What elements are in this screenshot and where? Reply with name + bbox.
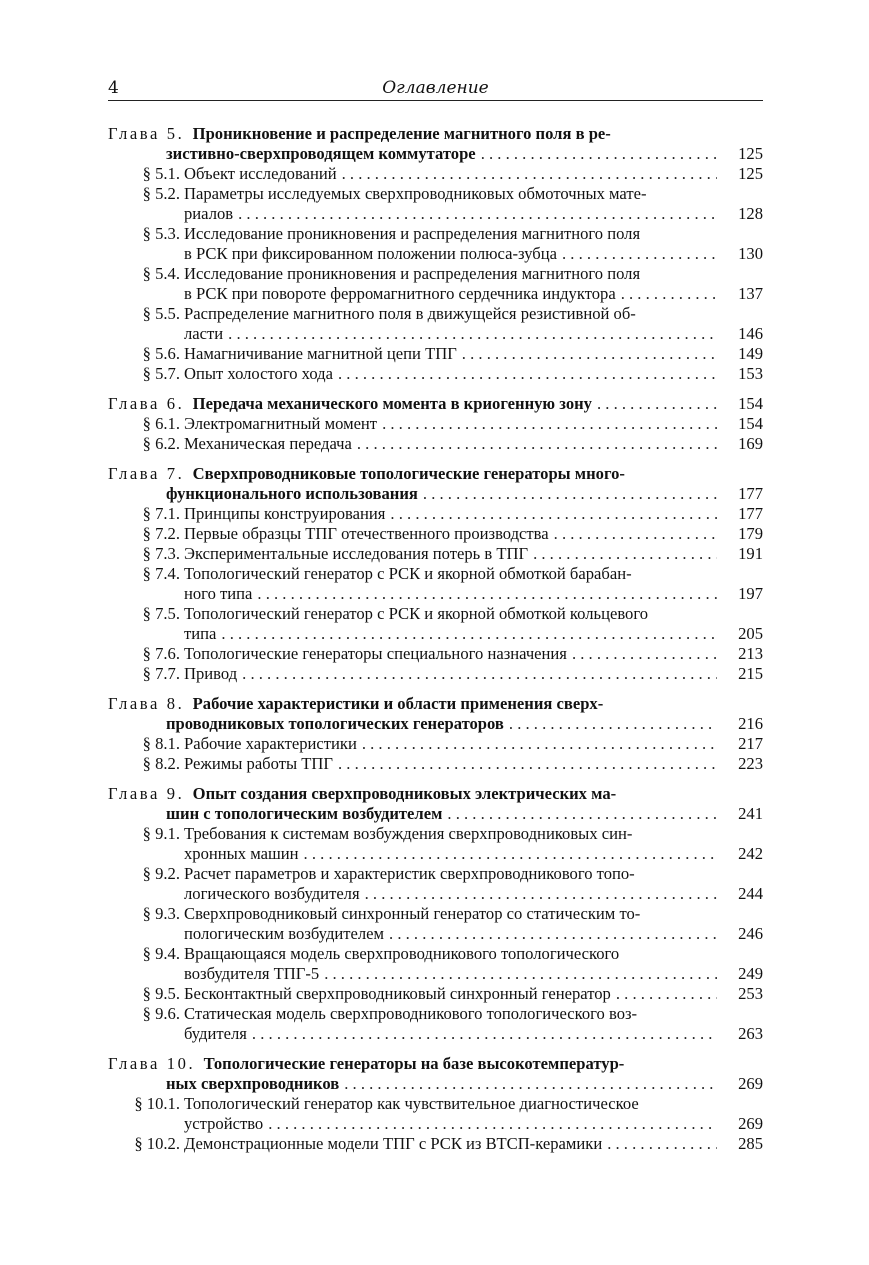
chapter-title: Рабочие характеристики и области применения сверх- [192,694,604,713]
section-title: Бесконтактный сверхпроводниковый синхронный генератор [184,984,611,1003]
section-entry [108,734,763,754]
dot-leader [476,144,717,164]
chapter-title: Сверхпроводниковые топологические генераторы много- [192,464,625,483]
section-title-lines [184,184,717,224]
dot-leader [457,344,717,364]
section-number: § 5.1. [142,164,180,183]
chapter-title: Топологические генераторы на базе высокотемператур- [203,1054,625,1073]
section-page-number: 149 [738,344,763,363]
section-title-lines [184,1004,717,1044]
section-title-line [184,844,717,864]
section-title: в РСК при фиксированном положении полюса-зубца [184,244,557,263]
section-title: Топологический генератор с РСК и якорной обмоткой барабан- [184,564,632,583]
section-number: § 9.4. [142,944,180,963]
section-title-line [184,264,717,284]
section-title-lines [184,864,717,904]
section-title: возбудителя ТПГ-5 [184,964,320,983]
chapter-title-lines [108,784,717,824]
section-title: Режимы работы ТПГ [184,754,333,773]
dot-leader [616,284,717,304]
section-number: § 5.2. [142,184,180,203]
dot-leader [247,1024,717,1044]
section-title: Вращающаяся модель сверхпроводникового топологического [184,944,620,963]
section-entry [108,544,763,564]
section-entry [108,944,763,984]
dot-leader [549,524,717,544]
chapter-title-line [108,484,717,504]
section-page-number: 154 [738,414,763,433]
section-page-number: 130 [738,244,763,263]
section-title-lines [184,524,717,544]
section-number: § 7.4. [142,564,180,583]
section-page-number: 169 [738,434,763,453]
chapter-title: зистивно-сверхпроводящем коммутаторе [166,144,476,163]
dot-leader [377,414,717,434]
dot-leader [592,394,717,414]
section-entry [108,644,763,664]
section-number: § 5.6. [142,344,180,363]
section-title: Рабочие характеристики [184,734,357,753]
section-page-number: 125 [738,164,763,183]
section-number: § 10.2. [134,1134,180,1153]
section-title-line [184,504,717,524]
section-title: пологическим возбудителем [184,924,385,943]
section-title-line [184,544,717,564]
section-page-number: 137 [738,284,763,303]
chapter-title: шин с топологическим возбудителем [166,804,443,823]
section-title: Требования к системам возбуждения сверхпроводниковых син- [184,824,633,843]
section-page-number: 223 [738,754,763,773]
section-title-line [184,1134,717,1154]
section-title-lines [184,944,717,984]
section-title-line [184,414,717,434]
dot-leader [252,584,717,604]
section-title-line [184,984,717,1004]
chapter-label: Глава 6. [108,394,185,413]
section-title-line [184,824,717,844]
chapter-block [108,464,763,684]
chapter-title-line [108,694,717,714]
section-title-lines [184,434,717,454]
section-entry [108,754,763,774]
section-entry [108,344,763,364]
section-number: § 9.2. [142,864,180,883]
chapter-title-lines [108,464,717,504]
section-title-line [184,924,717,944]
section-title: Намагничивание магнитной цепи ТПГ [184,344,457,363]
section-title-line [184,1024,717,1044]
section-number: § 6.1. [142,414,180,433]
chapter-heading [108,124,763,164]
chapter-title-line [108,144,717,164]
section-title: Исследование проникновения и распределения магнитного поля [184,224,641,243]
section-number: § 9.5. [142,984,180,1003]
section-entry [108,1094,763,1134]
section-title: Экспериментальные исследования потерь в ТПГ [184,544,529,563]
section-page-number: 177 [738,504,763,523]
chapter-title: функционального использования [166,484,418,503]
chapter-title: Опыт создания сверхпроводниковых электрических ма- [192,784,617,803]
section-title-lines [184,604,717,644]
section-page-number: 263 [738,1024,763,1043]
dot-leader [333,364,717,384]
section-title: Первые образцы ТПГ отечественного производства [184,524,549,543]
section-number: § 10.1. [134,1094,180,1113]
section-title: ного типа [184,584,253,603]
chapter-title-line [108,1054,717,1074]
section-entry [108,304,763,344]
section-page-number: 246 [738,924,763,943]
chapter-label: Глава 5. [108,124,185,143]
dot-leader [384,924,717,944]
header-rule [108,100,763,101]
section-title: Статическая модель сверхпроводникового топологического воз- [184,1004,638,1023]
section-entry [108,1004,763,1044]
dot-leader [299,844,717,864]
section-page-number: 146 [738,324,763,343]
section-page-number: 253 [738,984,763,1003]
chapter-title-lines [108,124,717,164]
chapter-block [108,124,763,384]
section-title-line [184,244,717,264]
chapter-block [108,394,763,454]
section-entry [108,224,763,264]
dot-leader [339,1074,717,1094]
section-title: Сверхпроводниковый синхронный генератор со статическим то- [184,904,641,923]
section-number: § 5.5. [142,304,180,323]
chapter-title-line [108,784,717,804]
section-title-lines [184,414,717,434]
section-title-line [184,644,717,664]
chapter-title-line [108,124,717,144]
section-page-number: 285 [738,1134,763,1153]
running-title: Оглавление [382,78,489,98]
section-title: Распределение магнитного поля в движущейся резистивной об- [184,304,636,323]
section-entry [108,904,763,944]
section-entry [108,264,763,304]
chapter-title: Передача механического момента в криогенную зону [192,394,592,413]
section-page-number: 179 [738,524,763,543]
section-title-line [184,524,717,544]
dot-leader [504,714,717,734]
chapter-block [108,784,763,1044]
section-title-line [184,204,717,224]
dot-leader [360,884,717,904]
section-number: § 9.1. [142,824,180,843]
section-title: Топологический генератор как чувствительное диагностическое [184,1094,639,1113]
section-title-line [184,884,717,904]
section-title: будителя [184,1024,247,1043]
section-title-lines [184,984,717,1004]
section-number: § 7.2. [142,524,180,543]
page-header [108,76,763,100]
section-number: § 9.6. [142,1004,180,1023]
section-title-lines [184,1094,717,1134]
section-page-number: 269 [738,1114,763,1133]
dot-leader [611,984,717,1004]
section-title: Объект исследований [184,164,337,183]
section-entry [108,504,763,524]
section-number: § 7.6. [142,644,180,663]
section-title: логического возбудителя [184,884,360,903]
section-title-lines [184,644,717,664]
section-title: устройство [184,1114,264,1133]
section-title-line [184,624,717,644]
chapter-title-line [108,464,717,484]
section-title-lines [184,664,717,684]
dot-leader [333,754,717,774]
section-title-line [184,344,717,364]
section-entry [108,1134,763,1154]
dot-leader [385,504,717,524]
dot-leader [442,804,717,824]
chapter-page-number: 241 [738,804,763,823]
section-number: § 9.3. [142,904,180,923]
chapter-heading [108,694,763,734]
section-entry [108,184,763,224]
section-title-line [184,1094,717,1114]
section-title-line [184,584,717,604]
chapter-title-line [108,804,717,824]
section-number: § 7.1. [142,504,180,523]
section-entry [108,864,763,904]
section-title-line [184,734,717,754]
section-title: риалов [184,204,234,223]
section-entry [108,364,763,384]
section-title-line [184,304,717,324]
chapter-heading [108,394,763,414]
section-title-lines [184,904,717,944]
section-title-lines [184,754,717,774]
chapter-page-number: 269 [738,1074,763,1093]
section-title-line [184,324,717,344]
section-page-number: 244 [738,884,763,903]
section-page-number: 242 [738,844,763,863]
table-of-contents [108,124,763,1164]
section-title-lines [184,504,717,524]
section-entry [108,984,763,1004]
section-page-number: 197 [738,584,763,603]
section-title: Механическая передача [184,434,352,453]
section-entry [108,824,763,864]
section-entry [108,604,763,644]
chapter-title-lines [108,394,717,414]
section-number: § 7.3. [142,544,180,563]
section-page-number: 217 [738,734,763,753]
chapter-label: Глава 10. [108,1054,196,1073]
chapter-heading [108,784,763,824]
section-title-line [184,904,717,924]
section-title-lines [184,564,717,604]
section-title: Опыт холостого хода [184,364,333,383]
section-page-number: 205 [738,624,763,643]
section-title: в РСК при повороте ферромагнитного сердечника индуктора [184,284,616,303]
section-number: § 8.2. [142,754,180,773]
section-title-line [184,434,717,454]
dot-leader [567,644,717,664]
section-title-line [184,1114,717,1134]
section-number: § 5.4. [142,264,180,283]
section-title-line [184,754,717,774]
section-entry [108,414,763,434]
dot-leader [418,484,717,504]
section-title-lines [184,544,717,564]
section-title-line [184,364,717,384]
section-page-number: 249 [738,964,763,983]
chapter-heading [108,464,763,504]
section-number: § 5.7. [142,364,180,383]
section-title-line [184,284,717,304]
section-title-line [184,184,717,204]
chapter-title-line [108,1074,717,1094]
dot-leader [602,1134,717,1154]
section-entry [108,564,763,604]
chapter-page-number: 177 [738,484,763,503]
chapter-block [108,694,763,774]
chapter-label: Глава 9. [108,784,185,803]
chapter-label: Глава 8. [108,694,185,713]
section-number: § 8.1. [142,734,180,753]
section-entry [108,524,763,544]
section-page-number: 153 [738,364,763,383]
chapter-label: Глава 7. [108,464,185,483]
chapter-page-number: 154 [738,394,763,413]
section-entry [108,664,763,684]
section-title-line [184,944,717,964]
dot-leader [337,164,717,184]
chapter-title-line [108,714,717,734]
section-title-line [184,864,717,884]
section-title-lines [184,304,717,344]
section-title: Демонстрационные модели ТПГ с РСК из ВТСП-керамики [184,1134,603,1153]
section-title: Топологические генераторы специального назначения [184,644,567,663]
section-entry [108,164,763,184]
dot-leader [216,624,717,644]
dot-leader [263,1114,717,1134]
chapter-title-lines [108,1054,717,1094]
dot-leader [237,664,717,684]
section-number: § 7.7. [142,664,180,683]
section-title-lines [184,734,717,754]
section-title: типа [184,624,217,643]
chapter-title: Проникновение и распределение магнитного поля в ре- [192,124,611,143]
dot-leader [357,734,717,754]
section-page-number: 128 [738,204,763,223]
section-title: Исследование проникновения и распределения магнитного поля [184,264,641,283]
section-title-line [184,964,717,984]
section-title: хронных машин [184,844,299,863]
page-number: 4 [108,78,119,98]
section-title-lines [184,1134,717,1154]
chapter-title: проводниковых топологических генераторов [166,714,504,733]
chapter-block [108,1054,763,1154]
section-title-line [184,1004,717,1024]
section-number: § 7.5. [142,604,180,623]
section-entry [108,434,763,454]
section-title-lines [184,224,717,264]
chapter-title-line [108,394,717,414]
chapter-heading [108,1054,763,1094]
section-title: ласти [184,324,224,343]
section-page-number: 213 [738,644,763,663]
section-title-lines [184,824,717,864]
section-number: § 6.2. [142,434,180,453]
dot-leader [319,964,717,984]
section-title: Привод [184,664,238,683]
section-title: Электромагнитный момент [184,414,378,433]
section-title: Топологический генератор с РСК и якорной обмоткой кольцевого [184,604,649,623]
dot-leader [557,244,717,264]
chapter-title: ных сверхпроводников [166,1074,340,1093]
section-title-line [184,664,717,684]
chapter-page-number: 125 [738,144,763,163]
dot-leader [352,434,717,454]
section-page-number: 215 [738,664,763,683]
section-title: Принципы конструирования [184,504,386,523]
section-title: Параметры исследуемых сверхпроводниковых обмоточных мате- [184,184,647,203]
section-title-line [184,224,717,244]
section-title-line [184,564,717,584]
chapter-title-lines [108,694,717,734]
section-title-line [184,164,717,184]
section-title-lines [184,344,717,364]
dot-leader [528,544,717,564]
section-title: Расчет параметров и характеристик сверхпроводникового топо- [184,864,635,883]
section-title-lines [184,364,717,384]
section-number: § 5.3. [142,224,180,243]
section-title-line [184,604,717,624]
section-title-lines [184,164,717,184]
dot-leader [223,324,717,344]
chapter-page-number: 216 [738,714,763,733]
section-title-lines [184,264,717,304]
section-page-number: 191 [738,544,763,563]
dot-leader [233,204,717,224]
